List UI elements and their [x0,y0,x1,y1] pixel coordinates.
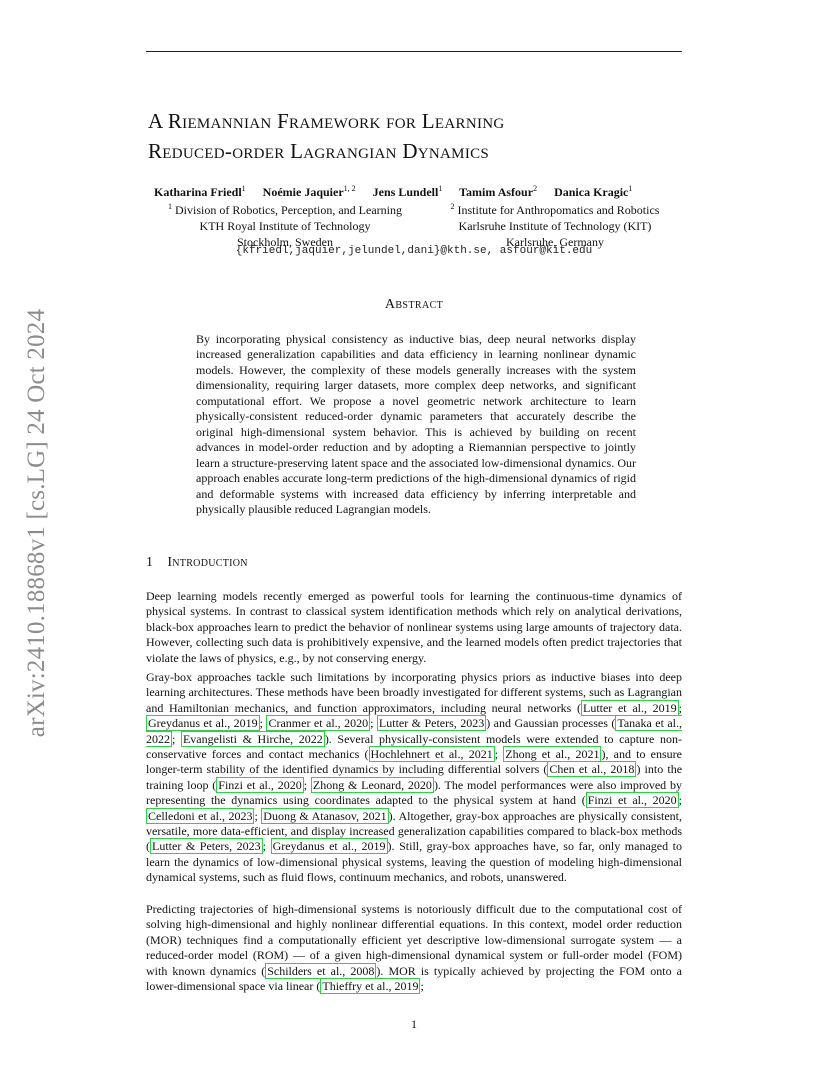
citation-link[interactable]: Greydanus et al., 2019 [272,839,386,854]
citation-link[interactable]: Finzi et al., 2020 [218,777,302,792]
author: Danica Kragic$^1$ [554,184,633,199]
citation-link[interactable]: Zhong et al., 2021 [505,747,600,762]
abstract-heading: Abstract [384,297,444,312]
abstract-text: By incorporating physical consistency as inductive bias, deep neural networks display increased generalization capabilities and data efficiency in learning nonlinear dynamic models. However, the complexity of these models generally increases with the system dimensionality, requiring larger datasets, more complex deep networks, and significant computational effort. We propose a novel geometric network architecture to learn physically-consistent reduced-order dynamic parameters that accurately describe the original high-dimensional system behavior. This is achieved by building on recent advances in model-order reduction and by adopting a Riemannian perspective to jointly learn a structure-preserving latent space and the associated low-dimensional dynamics. Our approach enables accurate long-term predictions of the high-dimensional dynamics of rigid and deformable systems with increased data efficiency by inferring interpretable and physically plausible reduced Lagrangian models. [196,332,636,516]
citation-link[interactable]: Evangelisti & Hirche, 2022 [182,731,323,746]
author: Katharina Friedl$^1$ [154,184,246,199]
citation-link[interactable]: Finzi et al., 2020 [587,793,677,808]
citation-link[interactable]: Greydanus et al., 2019 [148,716,258,731]
citation-link[interactable]: Celledoni et al., 2023 [148,808,253,823]
intro-paragraph-2: Gray-box approaches tackle such limitations by incorporating physics priors as inductive biases into deep learning architectures. These methods have been broadly investigated for different systems, such as Lagrangian and Hamiltonian mechanics, and function approximators, including neural networks ( Lutter et al., 2019 ; Greydanus et al., 2019 ; Cranmer et al., 2020 ; Lutter & Peters, 2023 ) and Gaussian processes ( Tanaka et al., 2022 ; Evangelisti & Hirche, 2022 ). Several physically-consistent models were extended to capture non-conservative forces and contact mechanics ( Hochlehnert et al., 2021 ; Zhong et al., 2021 ), and to ensure longer-term stability of the identified dynamics by including differential solvers ( Chen et al., 2018 ) into the training loop ( Finzi et al., 2020 ; Zhong & Leonard, 2020 ). The model performances were also improved by representing the dynamics using coordinates adapted to the physical system at hand ( Finzi et al., 2020 ; Celledoni et al., 2023 ; Duong & Atanasov, 2021 ). Altogether, gray-box approaches are physically consistent, versatile, more data-efficient, and display increased generalization capabilities compared to black-box methods ( Lutter & Peters, 2023 ; Greydanus et al., 2019 ). Still, gray-box approaches have, so far, only managed to learn the dynamics of low-dimensional physical systems, leaving the question of modeling high-dimensional dynamical systems, such as fluid flows, continuum mechanics, and robots, unanswered. [146,670,683,885]
author: Noémie Jaquier$^{1, 2}$ [262,184,356,199]
title-line-1: A Riemannian Framework for Learning [148,109,505,133]
arxiv-identifier: arXiv:2410.18868v1 [cs.LG] 24 Oct 2024 [23,308,50,738]
citation-link[interactable]: Duong & Atanasov, 2021 [263,808,387,823]
citation-link[interactable]: Schilders et al., 2008 [267,963,375,978]
citation-link[interactable]: Lutter & Peters, 2023 [378,716,485,731]
title-line-2: Reduced-order Lagrangian Dynamics [148,139,490,163]
citation-link[interactable]: Thieffry et al., 2019 [322,979,419,994]
author-list [154,184,714,200]
author: Jens Lundell$^1$ [372,184,443,199]
citation-link[interactable]: Lutter et al., 2019 [582,700,677,715]
affiliation-kth: $^1$ Division of Robotics, Perception, and Learning KTH Royal Institute of Technology Stockholm, Sweden [168,202,402,249]
section-title: Introduction [167,555,248,570]
citation-link[interactable]: Chen et al., 2018 [549,762,635,777]
affiliation-kit: $^2$ Institute for Anthropomatics and Robotics Karlsruhe Institute of Technology (KIT) Karlsruhe, Germany [450,202,660,249]
citation-link[interactable]: Hochlehnert et al., 2021 [370,747,493,762]
citation-link[interactable]: Lutter & Peters, 2023 [152,839,261,854]
author-emails: {kfriedl,jaquier,jelundel,dani}@kth.se, asfour@kit.edu [235,245,593,257]
intro-paragraph-3: Predicting trajectories of high-dimensional systems is notoriously difficult due to the computational cost of solving high-dimensional and highly nonlinear differential equations. In this context, model order reduction (MOR) techniques find a computationally efficient yet descriptive low-dimensional surrogate system — a reduced-order model (ROM) — of a given high-dimensional dynamical system or full-order model (FOM) with known dynamics ( Schilders et al., 2008 ). MOR is typically achieved by projecting the FOM onto a lower-dimensional space via linear ( Thieffry et al., 2019 ; [146,902,682,994]
citation-link[interactable]: Cranmer et al., 2020 [268,716,369,731]
page-number: 1 [411,1017,417,1031]
author: Tamim Asfour$^2$ [459,184,538,199]
citation-link[interactable]: Tanaka et al., 2022 [146,716,683,746]
top-rule [146,51,682,52]
section-number: 1 [146,555,154,570]
section-heading-introduction [146,555,682,571]
citation-link[interactable]: Zhong & Leonard, 2020 [312,777,432,792]
intro-paragraph-1: Deep learning models recently emerged as powerful tools for learning the continuous-time dynamics of physical systems. In contrast to classical system identification methods which rely on analytical derivations, black-box approaches learn to predict the behavior of nonlinear systems using large amounts of trajectory data. However, collecting such data is prohibitively expensive, and the learned models often predict trajectories that violate the laws of physics, e.g., by not conserving energy. [146,589,682,665]
paper-title [148,106,688,166]
